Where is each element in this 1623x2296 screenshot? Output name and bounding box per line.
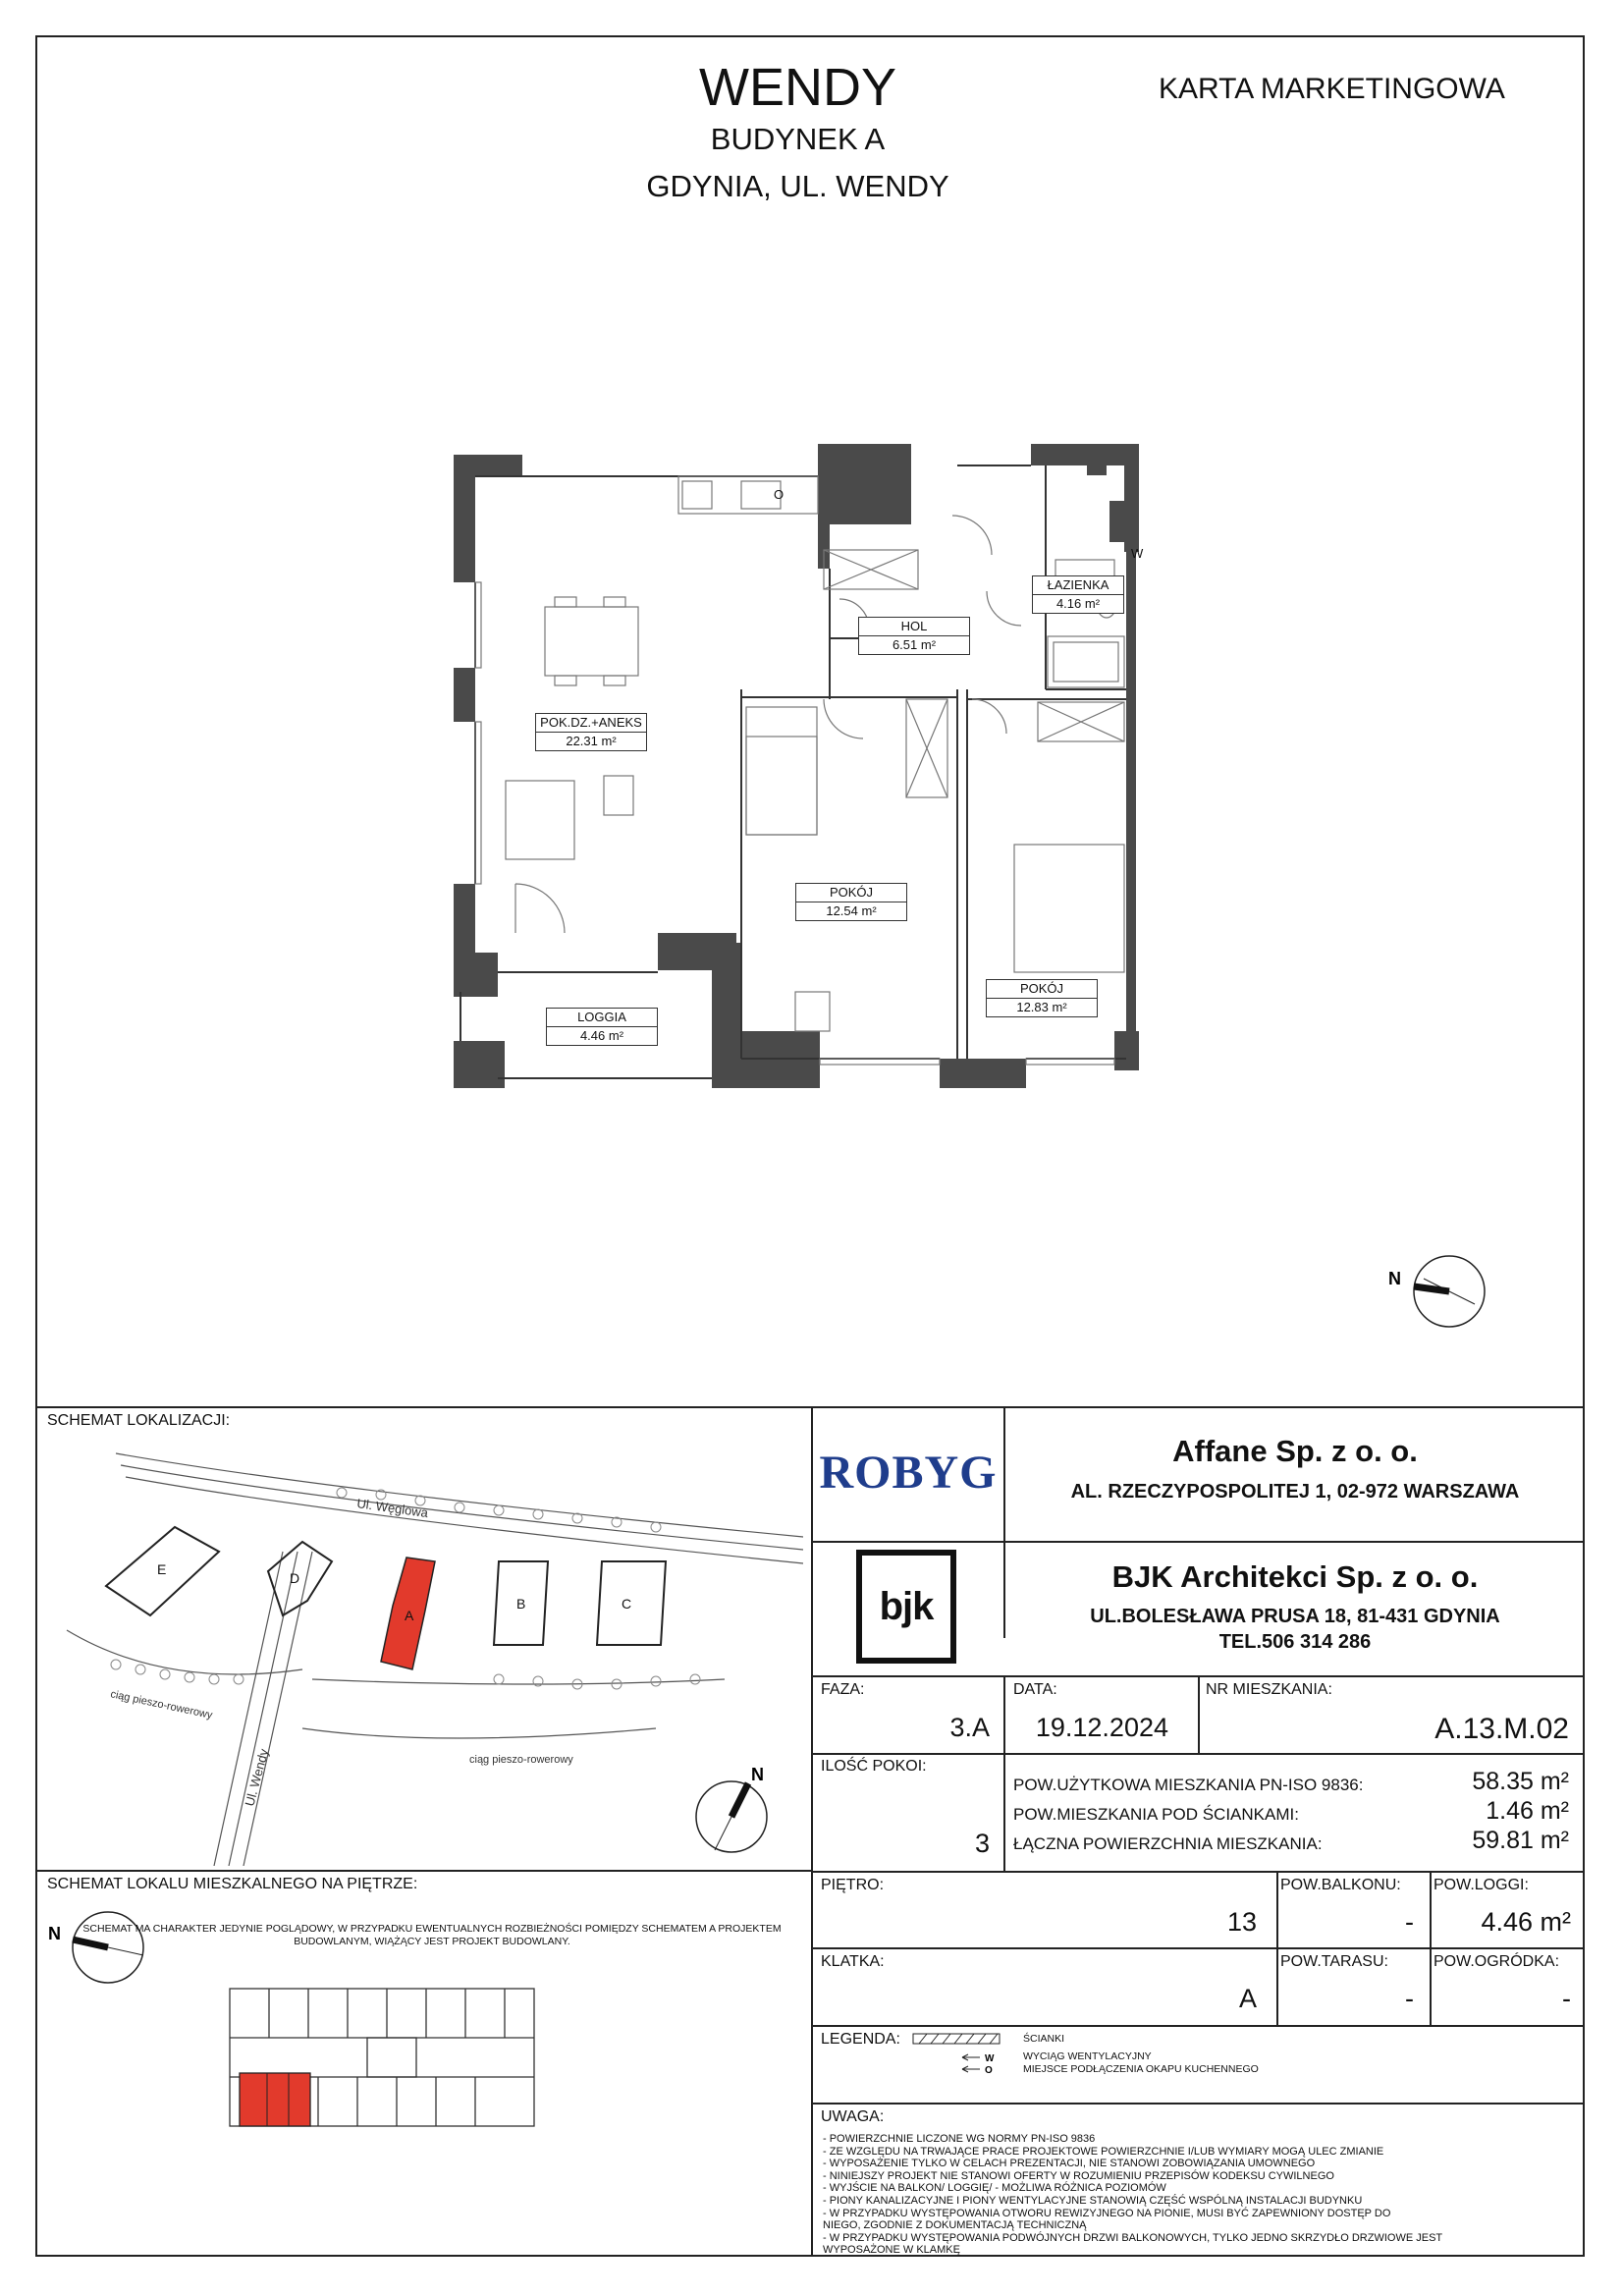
note-item: - WYPOSAŻENIE TYLKO W CELACH PREZENTACJI, NIE STANOWI ZOBOWIĄZANIA UMOWNEGO (823, 2158, 1316, 2170)
under-walls-value: 1.46 m² (1486, 1797, 1569, 1825)
note-item: - WYJŚCIE NA BALKON/ LOGGIĘ/ - MOŻLIWA RÓŻNICA POZIOMÓW (823, 2182, 1166, 2195)
legend-ventilation: WYCIĄG WENTYLACYJNY (1023, 2050, 1152, 2062)
legend-symbols (911, 2031, 1004, 2082)
compass-main-letter: N (1388, 1269, 1401, 1288)
loggia-label: POW.LOGGI: (1434, 1877, 1529, 1893)
building-label: BUDYNEK A (710, 122, 886, 156)
garden-label: POW.OGRÓDKA: (1434, 1953, 1560, 1970)
note-item: - ZE WZGLĘDU NA TRWAJĄCE PRACE PROJEKTOWE POWIERZCHNIE I/LUB WYMIARY MOGĄ ULEC ZMIANIE (823, 2145, 1384, 2158)
balcony-value: - (1405, 1907, 1414, 1937)
usable-value: 58.35 m² (1472, 1768, 1569, 1795)
note-item: - W PRZYPADKU WYSTĘPOWANIA OTWORU REWIZYJNEGO NA PIONIE, MUSI BYĆ ZAPEWNIONY DOSTĘP DO NIEGO, ZGODNIE Z DOKUMENTACJĄ TECHNICZNĄ (823, 2207, 1391, 2232)
loggia-value: 4.46 m² (1481, 1907, 1571, 1937)
staircase-label: KLATKA: (821, 1953, 885, 1970)
note-item: - PIONY KANALIZACYJNE I PIONY WENTYLACYJNE STANOWIĄ CZĘŚĆ WSPÓLNĄ INSTALACJI BUDYNKU (823, 2194, 1363, 2207)
location-compass-letter: N (751, 1765, 764, 1784)
apt-no-label: NR MIESZKANIA: (1206, 1681, 1332, 1698)
rooms-label: ILOŚĆ POKOI: (821, 1758, 927, 1775)
notes-list (823, 2133, 1569, 2257)
floor-label: PIĘTRO: (821, 1877, 885, 1893)
note-item: - POWIERZCHNIE LICZONE WG NORMY PN-ISO 9836 (823, 2133, 1096, 2145)
notes-title: UWAGA: (821, 2108, 885, 2125)
bjk-logo (856, 1550, 956, 1664)
architect-phone: TEL.506 314 286 (1218, 1631, 1372, 1653)
floor-scheme-title: SCHEMAT LOKALU MIESZKALNEGO NA PIĘTRZE: (47, 1876, 418, 1892)
note-item: - NINIEJSZY PROJEKT NIE STANOWI OFERTY W ROZUMIENIU PRZEPISÓW KODEKSU CYWILNEGO (823, 2169, 1334, 2182)
robyg-logo: ROBYG (819, 1447, 998, 1499)
project-title: WENDY (699, 58, 896, 117)
rooms-value: 3 (974, 1829, 990, 1858)
location-title: SCHEMAT LOKALIZACJI: (47, 1412, 231, 1429)
terrace-value: - (1405, 1984, 1414, 2013)
terrace-label: POW.TARASU: (1280, 1953, 1388, 1970)
building-d-label: D (290, 1570, 300, 1586)
note-item: - W PRZYPADKU WYSTĘPOWANIA PODWÓJNYCH DRZWI BALKONOWYCH, TYLKO JEDNO SKRZYDŁO DRZWIOWE JEST WYPOSAŻONE W KLAMKĘ (823, 2231, 1442, 2257)
developer-address: AL. RZECZYPOSPOLITEJ 1, 02-972 WARSZAWA (1070, 1481, 1520, 1503)
hood-marker: O (774, 487, 784, 502)
building-a-label: A (405, 1608, 414, 1623)
location-map (47, 1434, 803, 1866)
floor-scheme-disclaimer: SCHEMAT MA CHARAKTER JEDYNIE POGLĄDOWY, W PRZYPADKU EWENTUALNYCH ROZBIEŻNOŚCI POMIĘDZY SCHEMATEM A PROJEKTEM BUDOWLANYM, WIĄŻĄCY JEST PROJEKT BUDOWLANY. (82, 1923, 782, 1947)
card-title: KARTA MARKETINGOWA (1159, 73, 1505, 105)
address-label: GDYNIA, UL. WENDY (646, 169, 949, 203)
phase-label: FAZA: (821, 1681, 865, 1698)
room-tag-hall: HOL 6.51 m² (858, 617, 970, 655)
legend-mark-o: O (985, 2065, 993, 2076)
vent-marker: W (1131, 546, 1144, 561)
total-value: 59.81 m² (1472, 1827, 1569, 1854)
street-wendy: Ul. Wendy (242, 1747, 272, 1808)
legend-mark-w: W (985, 2053, 995, 2064)
architect-address: UL.BOLESŁAWA PRUSA 18, 81-431 GDYNIA (1090, 1606, 1500, 1627)
usable-label: POW.UŻYTKOWA MIESZKANIA PN-ISO 9836: (1013, 1776, 1364, 1794)
floor-value: 13 (1226, 1907, 1257, 1937)
date-value: 19.12.2024 (1035, 1713, 1168, 1742)
legend-walls: ŚCIANKI (1023, 2033, 1065, 2045)
phase-value: 3.A (949, 1713, 990, 1742)
building-b-label: B (516, 1596, 526, 1612)
plan-fixtures (475, 476, 1124, 1065)
room-tag-living: POK.DZ.+ANEKS 22.31 m² (535, 713, 647, 751)
bjk-logo-text: bjk (879, 1584, 934, 1628)
apt-no-value: A.13.M.02 (1434, 1713, 1569, 1745)
legend-title: LEGENDA: (821, 2031, 900, 2048)
developer-name: Affane Sp. z o. o. (1172, 1434, 1418, 1468)
floor-scheme-compass-letter: N (48, 1924, 61, 1943)
room-tag-bathroom: ŁAZIENKA 4.16 m² (1032, 575, 1124, 614)
garden-value: - (1562, 1984, 1571, 2013)
compass-main (1384, 1247, 1492, 1336)
path-label-2: ciąg pieszo-rowerowy (469, 1754, 573, 1766)
room-tag-loggia: LOGGIA 4.46 m² (546, 1008, 658, 1046)
date-label: DATA: (1013, 1681, 1057, 1698)
room-tag-room-1: POKÓJ 12.54 m² (795, 883, 907, 921)
street-weglowa: Ul. Węglowa (355, 1496, 429, 1521)
staircase-value: A (1238, 1984, 1257, 2013)
total-label: ŁĄCZNA POWIERZCHNIA MIESZKANIA: (1013, 1834, 1323, 1853)
balcony-label: POW.BALKONU: (1280, 1877, 1401, 1893)
building-e-label: E (157, 1561, 167, 1577)
legend-hood: MIEJSCE PODŁĄCZENIA OKAPU KUCHENNEGO (1023, 2063, 1259, 2075)
path-label-1: ciąg pieszo-rowerowy (109, 1688, 214, 1722)
architect-name: BJK Architekci Sp. z o. o. (1111, 1559, 1479, 1594)
building-c-label: C (622, 1596, 632, 1612)
under-walls-label: POW.MIESZKANIA POD ŚCIANKAMI: (1013, 1805, 1299, 1824)
room-tag-room-2: POKÓJ 12.83 m² (986, 979, 1098, 1017)
